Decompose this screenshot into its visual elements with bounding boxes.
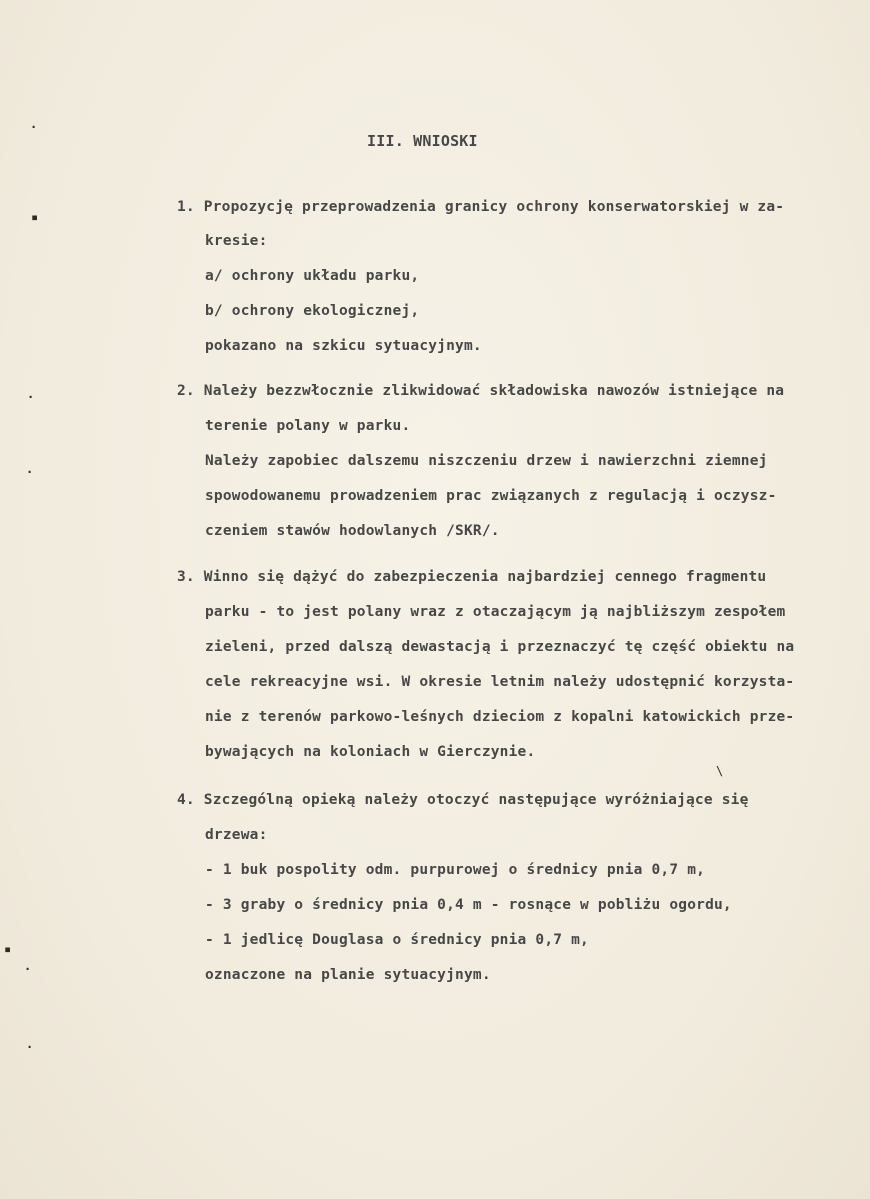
- text-line: b/ ochrony ekologicznej,: [205, 303, 420, 319]
- document-title: III. WNIOSKI: [367, 132, 478, 150]
- text-line: kresie:: [205, 233, 268, 249]
- scan-speck: ▪: [31, 210, 39, 224]
- text-line: cele rekreacyjne wsi. W okresie letnim należy udostępnić korzysta-: [205, 674, 795, 690]
- scan-speck: ·: [26, 1040, 34, 1054]
- text-line: 3. Winno się dążyć do zabezpieczenia najbardziej cennego fragmentu: [177, 569, 767, 585]
- text-line: spowodowanemu prowadzeniem prac związanych z regulacją i oczysz-: [205, 488, 777, 504]
- text-line: czeniem stawów hodowlanych /SKR/.: [205, 523, 500, 539]
- text-line: zieleni, przed dalszą dewastacją i przeznaczyć tę część obiektu na: [205, 639, 795, 655]
- text-line: - 1 jedlicę Douglasa o średnicy pnia 0,7 m,: [205, 932, 589, 948]
- scan-speck: ·: [30, 120, 38, 134]
- scan-speck: \: [716, 764, 724, 778]
- scan-speck: ▪: [4, 942, 12, 956]
- text-line: drzewa:: [205, 827, 268, 843]
- text-line: - 3 graby o średnicy pnia 0,4 m - rosnące w pobliżu ogordu,: [205, 897, 732, 913]
- text-line: nie z terenów parkowo-leśnych dzieciom z kopalni katowickich prze-: [205, 709, 795, 725]
- text-line: Należy zapobiec dalszemu niszczeniu drzew i nawierzchni ziemnej: [205, 453, 768, 469]
- text-line: bywających na koloniach w Gierczynie.: [205, 744, 536, 760]
- text-line: pokazano na szkicu sytuacyjnym.: [205, 338, 482, 354]
- scan-speck: ·: [27, 390, 35, 404]
- text-line: parku - to jest polany wraz z otaczającym ją najbliższym zespołem: [205, 604, 786, 620]
- text-line: 4. Szczególną opieką należy otoczyć następujące wyróżniające się: [177, 792, 749, 808]
- text-line: 2. Należy bezzwłocznie zlikwidować składowiska nawozów istniejące na: [177, 383, 785, 399]
- text-line: a/ ochrony układu parku,: [205, 268, 420, 284]
- text-line: - 1 buk pospolity odm. purpurowej o średnicy pnia 0,7 m,: [205, 862, 706, 878]
- text-line: oznaczone na planie sytuacyjnym.: [205, 967, 491, 983]
- scan-speck: ·: [26, 465, 34, 479]
- scan-speck: ·: [24, 962, 32, 976]
- text-line: terenie polany w parku.: [205, 418, 411, 434]
- text-line: 1. Propozycję przeprowadzenia granicy ochrony konserwatorskiej w za-: [177, 199, 785, 215]
